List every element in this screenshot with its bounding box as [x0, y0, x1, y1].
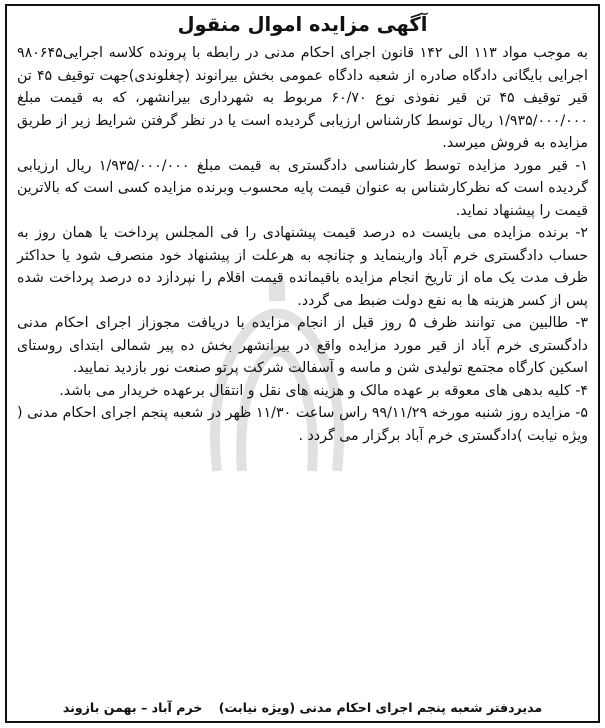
clause-5: ۵- مزایده روز شنبه مورخه ۹۹/۱۱/۲۹ راس ساعت ۱۱/۳۰ ظهر در شعبه پنجم اجرای احکام مدنی ( ویژه نیابت )دادگستری خرم آباد برگزار می گردد . — [17, 405, 588, 444]
signature-line — [15, 700, 590, 715]
signature-city: خرم آباد – بهمن بازوند — [62, 700, 203, 715]
notice-intro: به موجب مواد ۱۱۳ الی ۱۴۲ قانون اجرای احکام مدنی در رابطه با پرونده کلاسه اجرایی۹۸۰۶۴۵ اجرایی بایگانی دادگاه صادره از شعبه دادگاه عمومی بخش بیرانوند (چغلوندی)جهت توقیف ۴۵ تن قیر توقیف ۴۵ تن قیر نفوذی نوع ۶۰/۷۰ مربوط به شهرداری بیرانشهر، که به قیمت مبلغ ۱/۹۳۵/۰۰۰/۰۰۰ ریال توسط کارشناس ارزیابی گردیده است یا در نظر گرفتن شرایط زیر از طریق مزایده به فروش میرسد. — [17, 45, 589, 151]
notice-frame — [5, 4, 600, 723]
clause-1: ۱- قیر مورد مزایده توسط کارشناسی دادگستری به قیمت مبلغ ۱/۹۳۵/۰۰۰/۰۰۰ ریال ارزیابی گردیده است که نظرکارشناس به عنوان قیمت پایه محسوب وبرنده مزایده کسی است که بالاترین قیمت را پیشنهاد نماید. — [17, 157, 588, 219]
notice-title: آگهی مزایده اموال منقول — [177, 13, 428, 36]
signature-office: مدیردفتر شعبه پنجم اجرای احکام مدنی (ویژه نیابت) — [218, 700, 543, 715]
clause-2: ۲- برنده مزایده می بایست ده درصد قیمت پیشنهادی را فی المجلس پرداخت یا همان روز به حساب دادگستری خرم آباد وارینماید و چنانچه به هرعلت از پیشنهاد خود منصرف شود یا حداکثر ظرف مدت یک ماه از تاریخ انجام مزایده باقیمانده قیمت اقلام را نپردازد ده درصد پرداخت شده پس از کسر هزینه ها به نفع دولت ضبط می گردد. — [17, 225, 588, 309]
clause-4: ۴- کلیه بدهی های معوقه بر عهده مالک و هزینه های نقل و انتقال برعهده خریدار می باشد. — [59, 382, 588, 399]
notice-body — [7, 6, 598, 447]
clause-3: ۳- طالبین می توانند ظرف ۵ روز قبل از انجام مزایده با دریافت مجوزاز اجرای احکام مدنی دادگستری خرم آباد از قیر مورد مزایده واقع در بیرانشهر بخش ده پیر شمالی ابتدای روستای اسکین کارگاه مجتمع تولیدی شن و ماسه و آسفالت شرکت پرتو صنعت نور بازدید نمایید. — [17, 315, 588, 376]
